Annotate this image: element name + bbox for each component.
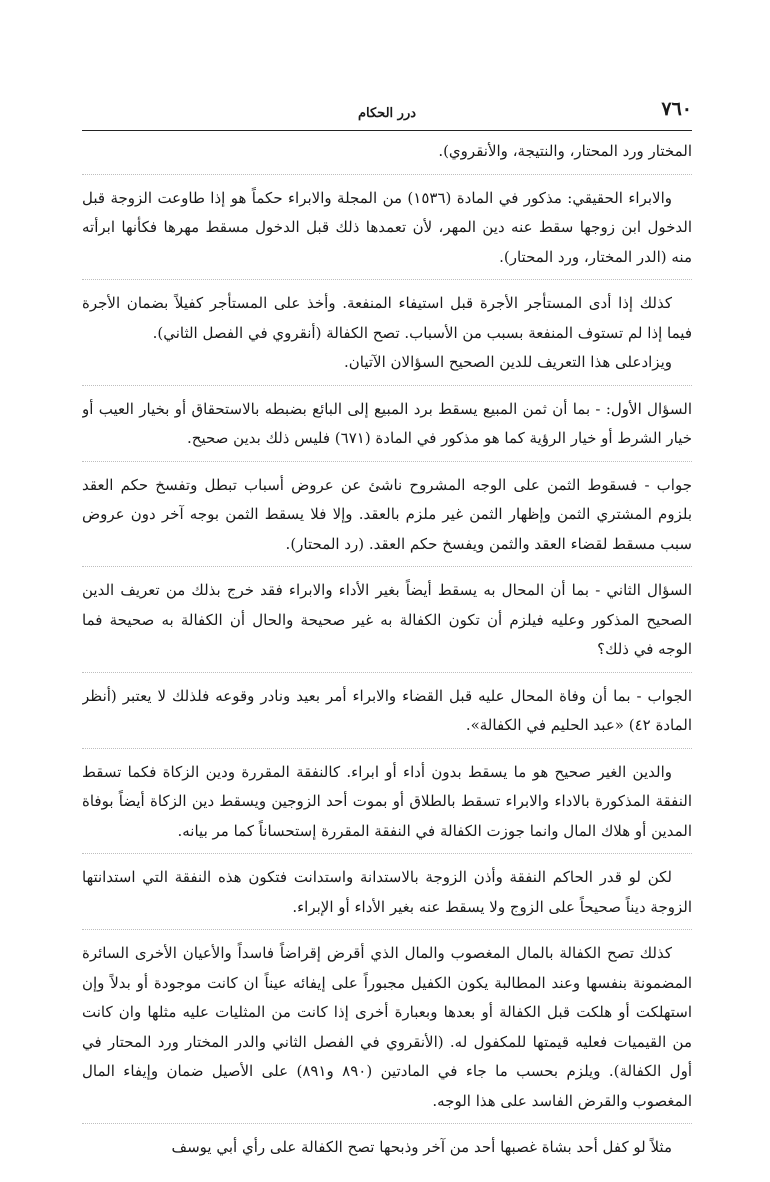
paragraph: لكن لو قدر الحاكم النفقة وأذن الزوجة بالاستدانة واستدانت فتكون هذه النفقة التي استدانتها الزوجة ديناً صحيحاً على الزوج ولا يسقط عنه بغير الأداء أو الإبراء.: [82, 868, 692, 916]
paragraph: والدين الغير صحيح هو ما يسقط بدون أداء أو ابراء. كالنفقة المقررة ودين الزكاة فكما تسقط النفقة المذكورة بالاداء والابراء تسقط بالطلاق أو بموت أحد الزوجين ويسقط دين الزكاة أيضاً بوفاة المدين أو هلاك المال وانما جوزت الكفالة في النفقة المقررة إستحساناً كما مر بيانه.: [82, 762, 692, 840]
body-text: [82, 131, 692, 1156]
paragraph: مثلاً لو كفل أحد بشاة غصبها أحد من آخر وذبحها تصح الكفالة على رأي أبي يوسف: [171, 1138, 672, 1156]
paragraph: والابراء الحقيقي: مذكور في المادة (١٥٣٦) من المجلة والابراء حكماً هو إذا طاوعت الزوجة قبل الدخول ابن زوجها سقط عنه دين المهر، لأن تعمدها ذلك قبل الدخول مسقط مهرها فكأنها ابرأته منه (الدر المختار، ورد المحتار).: [82, 188, 692, 266]
paragraph: السؤال الأول: - بما أن ثمن المبيع يسقط برد المبيع إلى البائع بضبطه بالاستحقاق أو بخيار العيب أو خيار الشرط أو خيار الرؤية كما هو مذكور في المادة (٦٧١) فليس ذلك بدين صحيح.: [82, 399, 692, 447]
running-title: درر الحكام: [357, 106, 417, 121]
page-header: [82, 96, 692, 131]
paragraph: كذلك إذا أدى المستأجر الأجرة قبل استيفاء المنفعة. وأخذ على المستأجر كفيلاً بضمان الأجرة فيما إذا لم تستوف المنفعة بسبب من الأسباب. تصح الكفالة (أنقروي في الفصل الثاني).: [82, 294, 692, 342]
document-page: [82, 96, 692, 1156]
paragraph-separator: [82, 385, 692, 387]
paragraph: الجواب - بما أن وفاة المحال عليه قبل القضاء والابراء أمر بعيد ونادر وقوعه فلذلك لا يعتبر (أنظر المادة ٤٢) «عبد الحليم في الكفالة».: [82, 686, 692, 734]
paragraph-separator: [82, 279, 692, 281]
paragraph: جواب - فسقوط الثمن على الوجه المشروح ناشئ عن عروض أسباب تبطل وتفسخ حكم العقد بلزوم المشتري الثمن وإظهار الثمن غير ملزم بالعقد. وإلا فلا يسقط الثمن بوجه آخر دون عروض سبب مسقط لقضاء العقد والثمن ويفسخ حكم العقد. (رد المحتار).: [82, 475, 692, 553]
paragraph-separator: [82, 853, 692, 855]
paragraph-separator: [82, 748, 692, 750]
paragraph: كذلك تصح الكفالة بالمال المغصوب والمال الذي أقرض إقراضاً فاسداً والأعيان الأخرى السائرة المضمونة بنفسها وعند المطالبة يكون الكفيل مجبوراً على إيفائه عيناً ان كانت موجودة أو بدلاً وإن استهلكت أو هلكت قبل الكفالة أو بعدها وبعبارة أخرى إذا كانت من المثليات عليه مثلها وان كانت من القيميات فعليه قيمتها للمكفول له. (الأنقروي في الفصل الثاني والدر المختار ورد المحتار في أول الكفالة). ويلزم بحسب ما جاء في المادتين (٨٩٠ و٨٩١) على الأصيل ضمان وإيفاء المال المغصوب والقرض الفاسد على هذا الوجه.: [82, 944, 692, 1110]
paragraph-separator: [82, 566, 692, 568]
paragraph: المختار ورد المحتار، والنتيجة، والأنقروي).: [438, 142, 692, 160]
paragraph: ويزادعلى هذا التعريف للدين الصحيح السؤالان الآتيان.: [343, 353, 672, 371]
paragraph-separator: [82, 929, 692, 931]
page-number: ٧٦٠: [661, 98, 692, 120]
paragraph-separator: [82, 461, 692, 463]
paragraph-separator: [82, 174, 692, 176]
paragraph: السؤال الثاني - بما أن المحال به يسقط أيضاً بغير الأداء والابراء فقد خرج بذلك من تعريف الدين الصحيح المذكور وعليه فيلزم أن تكون الكفالة به غير صحيحة والحال أن الكفالة به صحيحة فما الوجه في ذلك؟: [82, 581, 692, 658]
paragraph-separator: [82, 1123, 692, 1125]
paragraph-separator: [82, 672, 692, 674]
